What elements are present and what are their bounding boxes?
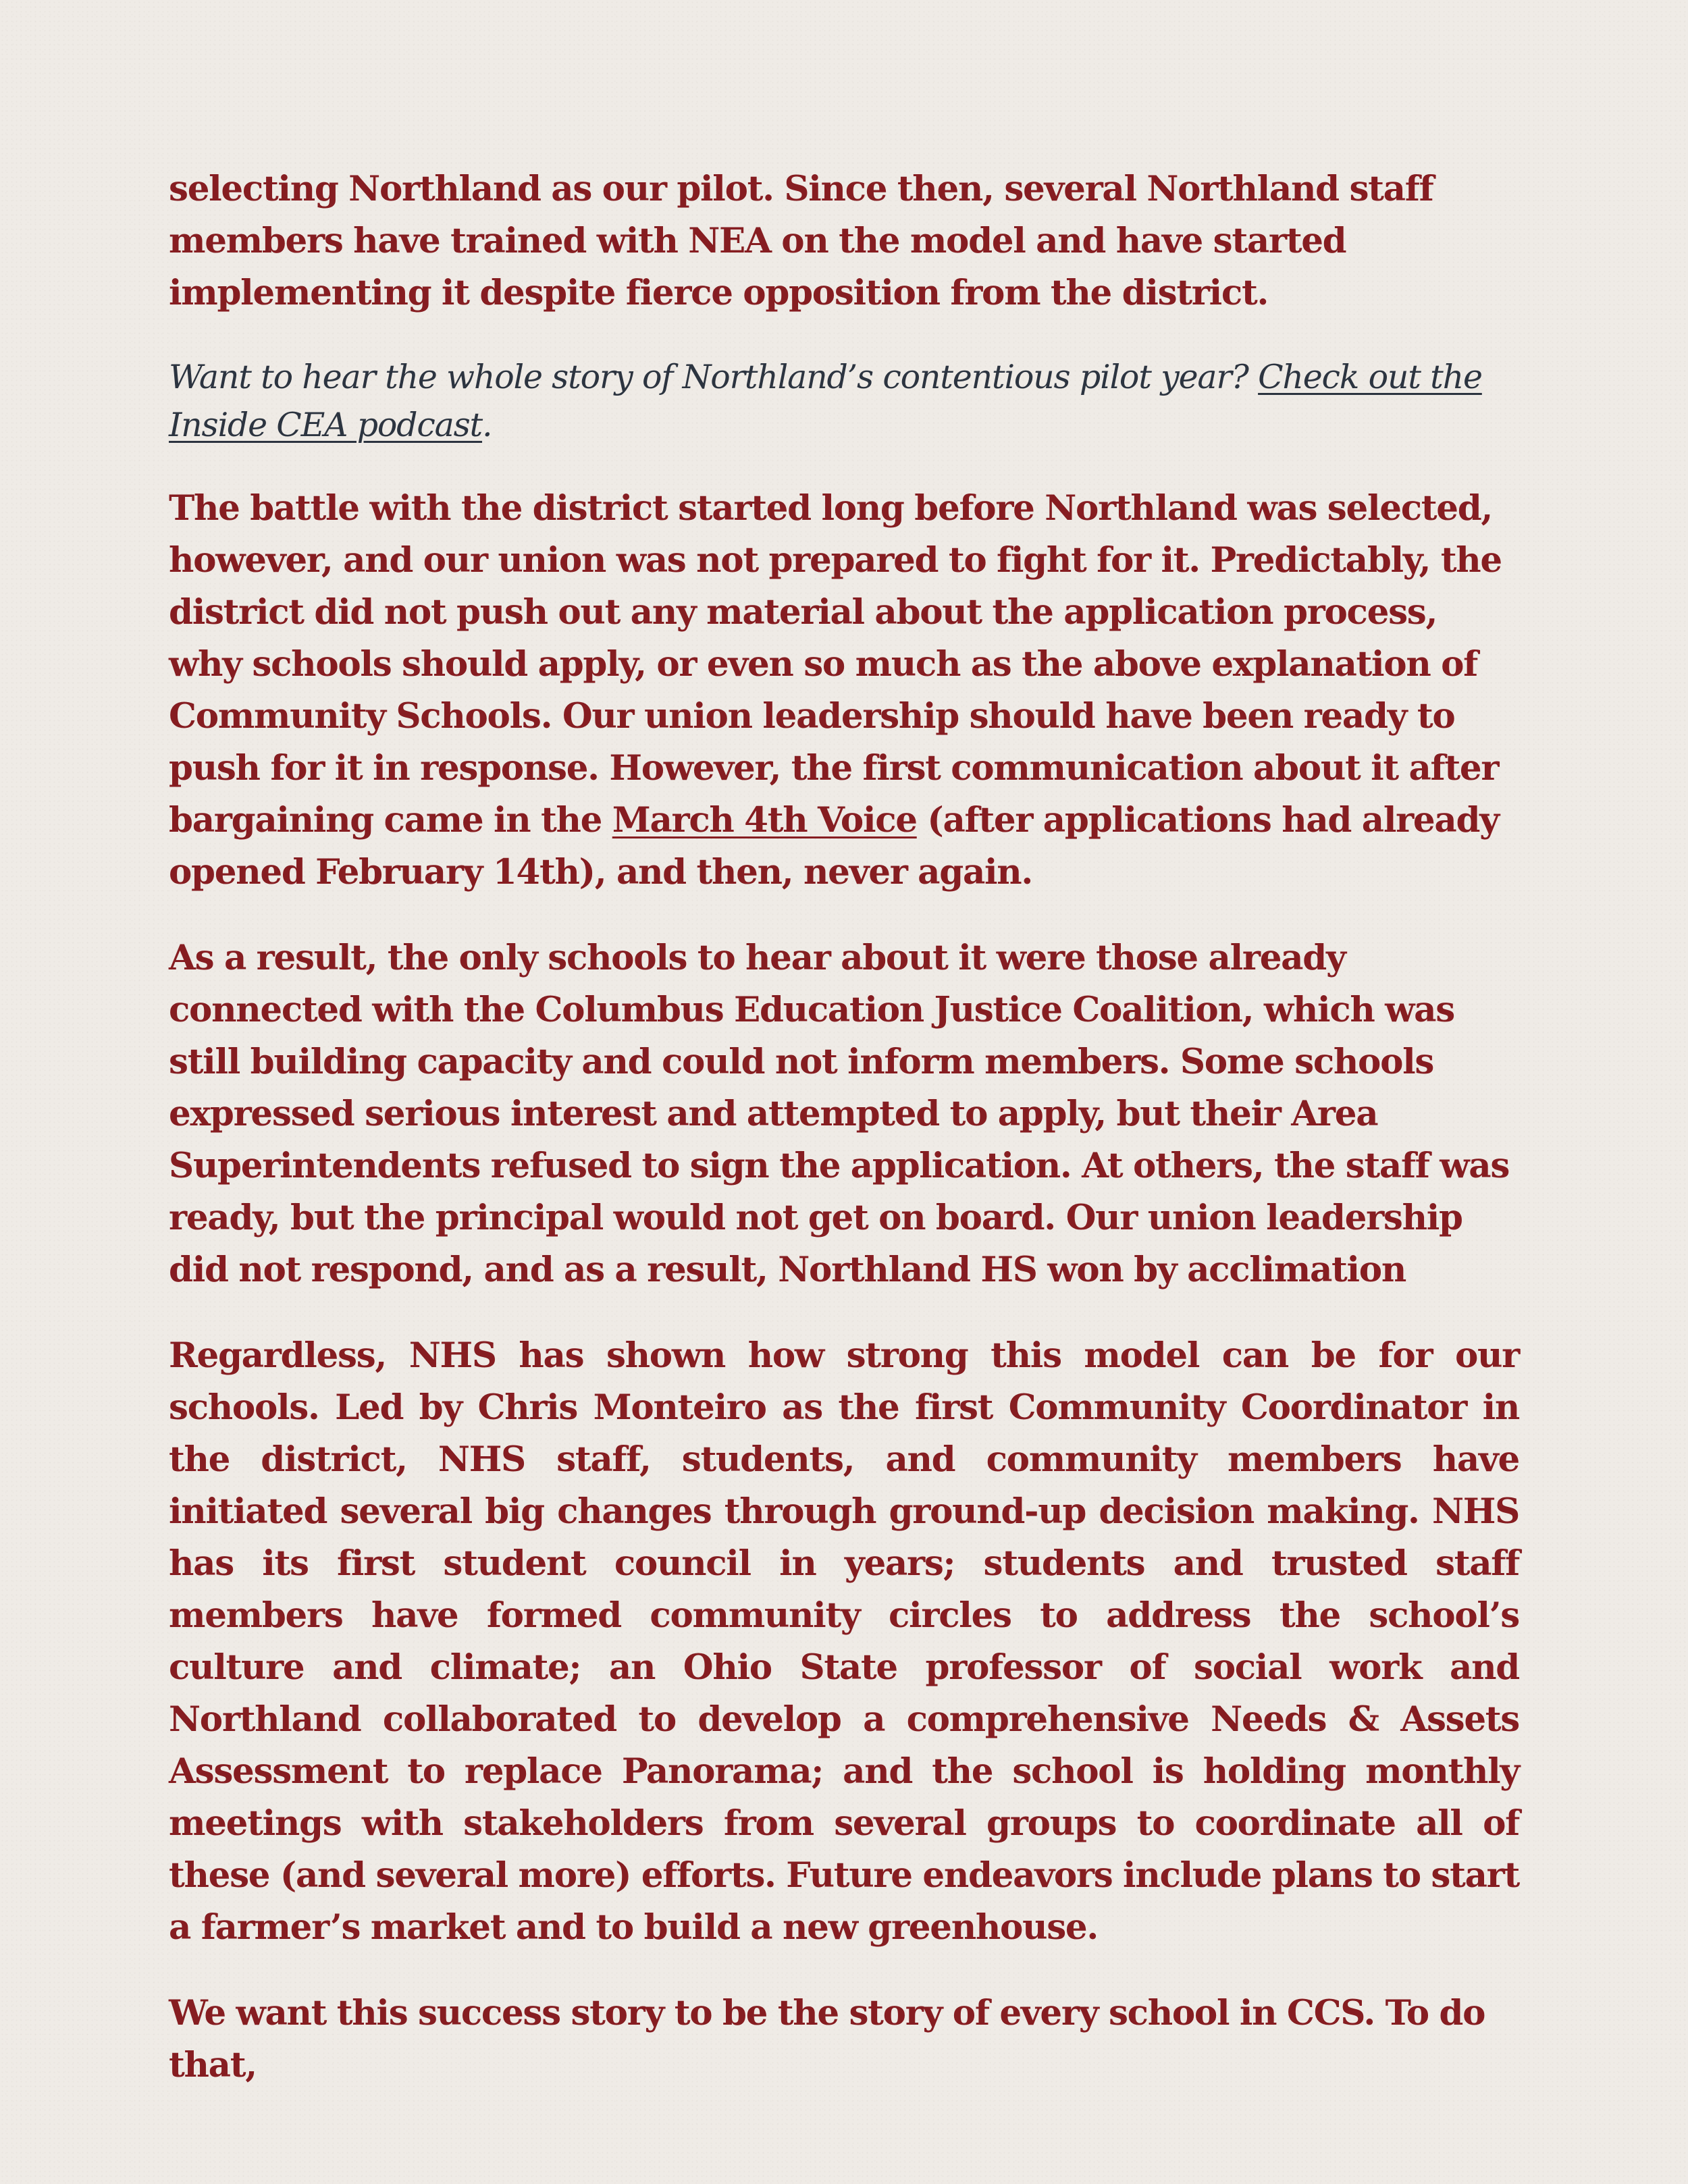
paragraph-closing: We want this success story to be the story of every school in CCS. To do that, bbox=[169, 1993, 1485, 2085]
podcast-callout-period: . bbox=[482, 406, 492, 444]
paragraph-pilot-selection: selecting Northland as our pilot. Since then, several Northland staff members have trained with NEA on the model and have started implementing it despite fierce opposition from the district. bbox=[169, 169, 1433, 313]
paragraph-district-battle-tail: (after applications had already opened February 14th), and then, never again. bbox=[169, 800, 1499, 893]
paragraph-district-battle bbox=[169, 483, 1519, 899]
article-page bbox=[169, 163, 1519, 2092]
podcast-callout-text: Want to hear the whole story of Northland’s contentious pilot year? bbox=[169, 358, 1259, 396]
march-4th-voice-link[interactable]: March 4th Voice bbox=[612, 800, 917, 841]
podcast-callout bbox=[169, 353, 1519, 449]
podcast-link[interactable]: Check out the Inside CEA podcast bbox=[169, 358, 1482, 444]
paragraph-nhs-success: Regardless, NHS has shown how strong this model can be for our schools. Led by Chris Monteiro as the first Community Coordinator in the district, NHS staff, students, and community members have initiated several big changes through ground-up decision making. NHS has its first student council in years; students and trusted staff members have formed community circles to address the school’s culture and climate; an Ohio State professor of social work and Northland collaborated to develop a comprehensive Needs & Assets Assessment to replace Panorama; and the school is holding monthly meetings with stakeholders from several groups to coordinate all of these (and several more) efforts. Future endeavors include plans to start a farmer’s market and to build a new greenhouse. bbox=[169, 1335, 1519, 1948]
paragraph-district-battle-text: The battle with the district started long before Northland was selected, however, and our union was not prepared to fight for it. Predictably, the district did not push out any material about the application process, why schools should apply, or even so much as the above explanation of Community Schools. Our union leadership should have been ready to push for it in response. However, the first communication about it after bargaining came in the bbox=[169, 488, 1502, 841]
paragraph-result: As a result, the only schools to hear about it were those already connected with the Columbus Education Justice Coalition, which was still building capacity and could not inform members. Some schools expressed serious interest and attempted to apply, but their Area Superintendents refused to sign the application. At others, the staff was ready, but the principal would not get on board. Our union leadership did not respond, and as a result, Northland HS won by acclimation bbox=[169, 938, 1510, 1290]
